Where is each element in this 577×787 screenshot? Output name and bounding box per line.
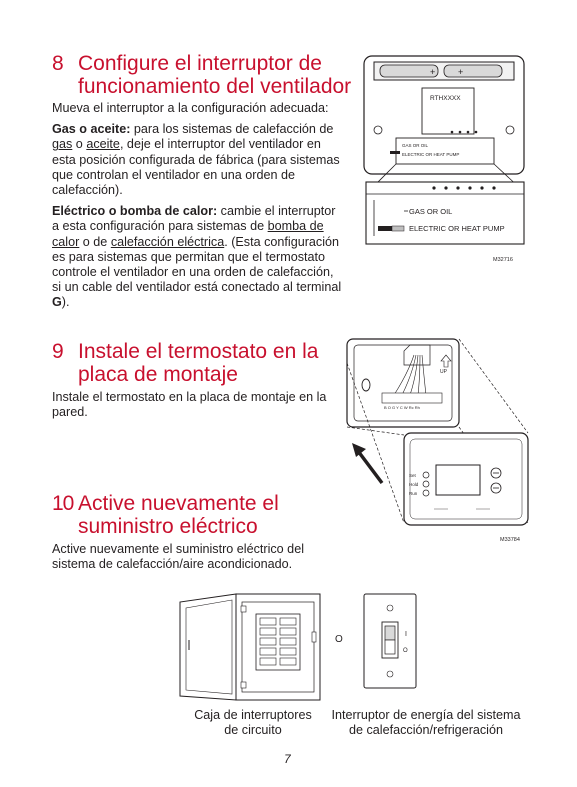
- battery-plus-1: +: [430, 67, 436, 77]
- step8-title-line1: Configure el interruptor de: [78, 52, 322, 75]
- install-arrow: [358, 451, 382, 483]
- figure9-code: M33784: [500, 537, 520, 543]
- button-set-label: Set: [409, 473, 416, 478]
- battery-plus-2: +: [458, 67, 464, 77]
- hinge-top: [241, 606, 246, 612]
- small-gas-label: GAS OR OIL: [402, 143, 429, 148]
- or-text: O: [335, 634, 343, 645]
- step8-intro: Mueva el interruptor a la configuración adecuada:: [52, 101, 329, 115]
- step9-title-line2: placa de montaje: [78, 363, 238, 386]
- gas-label: Gas o aceite:: [52, 122, 131, 137]
- caption-breaker-line2: de circuito: [224, 723, 282, 737]
- button-hold-label: Hold: [409, 482, 419, 487]
- figure8-code: M32716: [493, 257, 513, 263]
- terminal-letters: B O G Y C W Rc Rh: [384, 405, 420, 410]
- step10-title-line2: suministro eléctrico: [78, 515, 258, 538]
- gas-underline-1: gas: [52, 137, 73, 152]
- wall-plate: [347, 339, 459, 427]
- terminal-block: [396, 138, 494, 164]
- step10-body: Active nuevamente el suministro eléctrico del sistema de calefacción/aire acondicionado.: [52, 542, 304, 572]
- fan-switch-slider: [378, 226, 392, 231]
- step9-body: Instale el termostato en la placa de montaje en la pared.: [52, 390, 327, 420]
- step8-electric-paragraph: [52, 204, 344, 310]
- caption-breaker-box: [186, 708, 320, 738]
- mounting-figure: [344, 333, 532, 549]
- caption-switch-line1: Interruptor de energía del sistema: [331, 708, 521, 722]
- model-label: RTHXXXX: [430, 95, 461, 102]
- small-electric-label: ELECTRIC OR HEAT PUMP: [402, 152, 460, 157]
- step10-title-line1: Active nuevamente el: [78, 492, 279, 515]
- terminal-strip: [382, 393, 442, 403]
- electric-label: Eléctrico o bomba de calor:: [52, 204, 218, 219]
- step9-number: 9: [52, 340, 64, 363]
- electric-underline-1: bomba de calor: [52, 219, 324, 249]
- power-restore-figure: [176, 592, 426, 704]
- breaker-box-door: [180, 594, 236, 700]
- gas-underline-2: aceite: [86, 137, 120, 152]
- big-electric-label: ELECTRIC OR HEAT PUMP: [409, 224, 505, 233]
- step9-title-line1: Instale el termostato en la: [78, 340, 319, 363]
- gas-text-1: para los sistemas de calefacción de: [130, 122, 334, 137]
- step8-gas-paragraph: [52, 122, 344, 198]
- step8-number: 8: [52, 52, 64, 75]
- step10-number: 10: [52, 492, 74, 515]
- fan-switch-track: [392, 226, 404, 231]
- step8-title-line2: funcionamiento del ventilador: [78, 75, 352, 98]
- switch-off-label: O: [403, 648, 408, 654]
- gas-text-3: , deje el interruptor del ventilador en esta posición configurada de fábrica (para sistemas que controlan el ventilador en una orden de calefacción).: [52, 137, 340, 198]
- hinge-bottom: [241, 682, 246, 688]
- button-run-label: Run: [409, 491, 418, 496]
- caption-switch-line2: de calefacción/refrigeración: [348, 723, 503, 737]
- big-gas-label: GAS OR OIL: [409, 207, 453, 216]
- electric-text-4: ).: [61, 295, 70, 310]
- electric-text-2: o de: [79, 234, 111, 249]
- small-switch: [390, 151, 400, 154]
- up-label: UP: [440, 369, 447, 375]
- box-latch: [312, 632, 316, 642]
- step8-body: [52, 101, 344, 317]
- thermostat-display: [436, 465, 480, 495]
- gas-text-2: o: [72, 137, 87, 152]
- caption-breaker-line1: Caja de interruptores: [194, 708, 312, 722]
- fan-switch-figure: [360, 50, 530, 265]
- switch-toggle-lower: [385, 640, 395, 654]
- electric-underline-2: calefacción eléctrica: [110, 234, 225, 249]
- battery-right: [444, 65, 502, 77]
- page-number: 7: [284, 752, 291, 766]
- caption-system-switch: [323, 708, 529, 738]
- switch-on-label: I: [405, 631, 407, 638]
- electric-text-1: cambie el interruptor a esta configuración para sistemas de: [52, 204, 336, 234]
- electric-text-3: . (Esta configuración es para sistemas que permitan que el termostato controle el ventilador en una orden de calefacción, si un cable del ventilador está conectado al terminal: [52, 234, 342, 295]
- terminal-g: G: [52, 295, 62, 310]
- switch-toggle: [385, 626, 395, 640]
